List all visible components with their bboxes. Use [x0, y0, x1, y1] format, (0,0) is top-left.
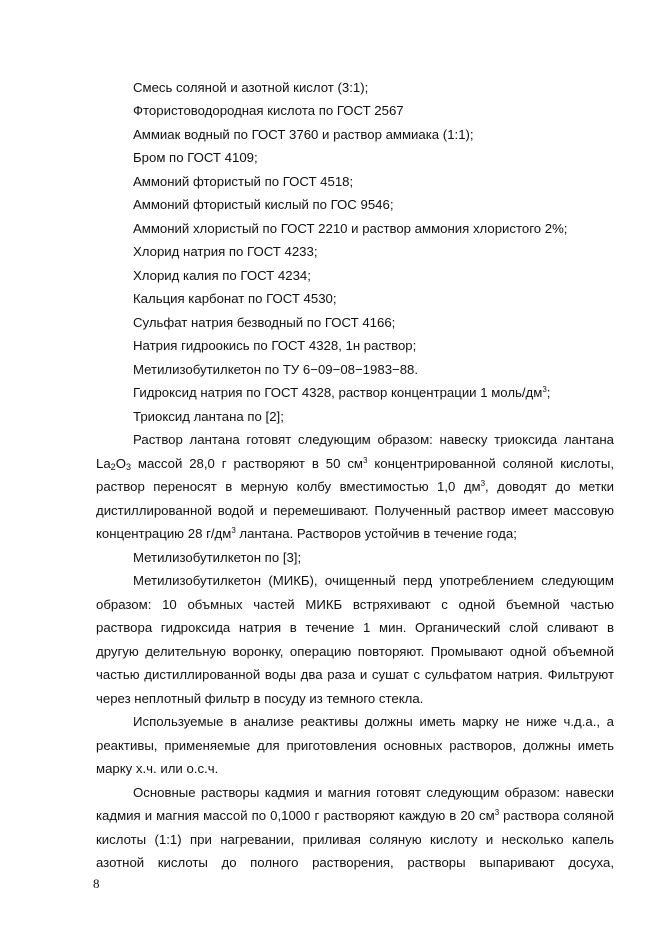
reagent-line: Метилизобутилкетон по [3]; — [133, 550, 302, 565]
page-number: 8 — [93, 876, 100, 891]
reagent-line: Гидроксид натрия по ГОСТ 4328, раствор концентрации 1 моль/$дм^3$; — [133, 385, 551, 400]
paragraph-line: дистиллированной водой и перемешивают. Полученный раствор имеет массовую — [96, 503, 614, 518]
reagent-line: Бром по ГОСТ 4109; — [133, 150, 258, 165]
reagent-line: Метилизобутилкетон по ТУ 6−09−08−1983−88. — [133, 362, 419, 377]
reagent-line: Аммиак водный по ГОСТ 3760 и раствор аммиака (1:1); — [133, 127, 474, 142]
reagent-line: Хлорид калия по ГОСТ 4234; — [133, 268, 311, 283]
reagent-line: Натрия гидроокись по ГОСТ 4328, 1н раствор; — [133, 338, 417, 353]
paragraph-line: азотной кислоты до полного растворения, растворы выпаривают досуха, — [96, 855, 614, 870]
paragraph-line: образом: 10 объмных частей МИКБ встряхивают с одной бъемной частью — [96, 597, 614, 612]
reagent-line: Хлорид натрия по ГОСТ 4233; — [133, 244, 318, 259]
paragraph-line: $La_2O_3$ массой 28,0 г растворяют в 50 $см^3$ концентрированной соляной кислоты, — [96, 456, 614, 472]
paragraph-line: Используемые в анализе реактивы должны иметь марку не ниже ч.д.а., а — [133, 714, 614, 729]
reagent-line: Триоксид лантана по [2]; — [133, 409, 284, 424]
reagent-line: Сульфат натрия безводный по ГОСТ 4166; — [133, 315, 396, 330]
reagent-line: Смесь соляной и азотной кислот (3:1); — [133, 80, 369, 95]
paragraph-line: через неплотный фильтр в посуду из темного стекла. — [96, 691, 424, 706]
paragraph-line: реактивы, применяемые для приготовления основных растворов, должны иметь — [96, 738, 614, 753]
paragraph-line: кислоты (1:1) при нагревании, приливая соляную кислоту и несколько капель — [96, 832, 614, 847]
reagent-line: Аммоний хлористый по ГОСТ 2210 и раствор аммония хлористого 2%; — [133, 221, 568, 236]
paragraph-line: кадмия и магния массой по 0,1000 г растворяют каждую в 20 $см^3$ раствора соляной — [96, 808, 614, 823]
paragraph-line: частью дистиллированной воды два раза и сушат с сульфатом натрия. Фильтруют — [96, 667, 614, 682]
paragraph-line: Метилизобутилкетон (МИКБ), очищенный перд употреблением следующим — [133, 573, 614, 588]
paragraph-line: концентрацию 28 $г/дм^3$ лантана. Растворов устойчив в течение года; — [96, 526, 517, 541]
paragraph-line: марку х.ч. или о.с.ч. — [96, 761, 219, 776]
paragraph-line: другую делительную воронку, операцию повторяют. Промывают одной объемной — [96, 644, 614, 659]
reagent-line: Фтористоводородная кислота по ГОСТ 2567 — [133, 103, 404, 118]
reagent-line: Аммоний фтористый кислый по ГОС 9546; — [133, 197, 394, 212]
paragraph-line: Раствор лантана готовят следующим образом: навеску триоксида лантана — [133, 432, 614, 447]
paragraph-line: раствор переносят в мерную колбу вместимостью 1,0 $дм^3$, доводят до метки — [96, 479, 614, 494]
reagent-line: Аммоний фтористый по ГОСТ 4518; — [133, 174, 354, 189]
paragraph-line: раствора гидроксида натрия в течение 1 мин. Органический слой сливают в — [96, 620, 614, 635]
paragraph-line: Основные растворы кадмия и магния готовят следующим образом: навески — [133, 785, 614, 800]
reagent-line: Кальция карбонат по ГОСТ 4530; — [133, 291, 337, 306]
